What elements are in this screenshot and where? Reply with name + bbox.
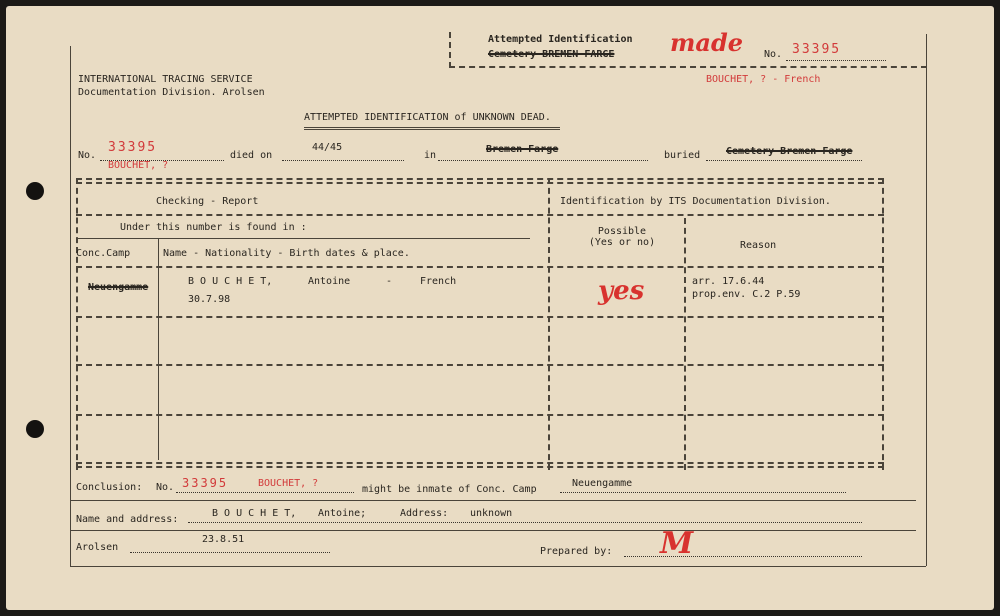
table-row-rule — [76, 364, 884, 366]
name-address-surname: B O U C H E T, — [212, 508, 297, 519]
row-surname: B O U C H E T, — [188, 276, 273, 287]
row-reason-1: arr. 17.6.44 — [692, 276, 765, 287]
name-address-dots — [188, 522, 862, 523]
corner-box-border — [449, 32, 451, 68]
left-border — [70, 46, 71, 566]
conclusion-camp-dots — [560, 492, 846, 493]
row-camp: Neuengamme — [88, 282, 149, 293]
punch-hole — [26, 182, 44, 200]
name-top-right: BOUCHET, ? - French — [706, 74, 821, 85]
identification-header: Identification by ITS Documentation Division. — [560, 196, 831, 207]
conclusion-label: Conclusion: — [76, 482, 143, 493]
table-header-rule — [76, 214, 884, 216]
index-card — [6, 6, 994, 610]
org-line2: Documentation Division. Arolsen — [78, 87, 265, 98]
found-in-rule — [76, 238, 530, 239]
table-right — [882, 178, 884, 470]
org-line1: INTERNATIONAL TRACING SERVICE — [78, 74, 253, 85]
bottom-rule — [70, 566, 926, 567]
found-in-header: Under this number is found in : — [120, 222, 307, 233]
prepared-label: Prepared by: — [540, 546, 613, 557]
record-no-label: No. — [78, 150, 97, 161]
row-possible-handwritten: yes — [598, 276, 645, 306]
buried-label: buried — [664, 150, 701, 161]
buried-value: Cemetery Bremen-Farge — [726, 146, 853, 157]
conclusion-name: BOUCHET, ? — [258, 478, 319, 489]
conclusion-camp: Neuengamme — [572, 478, 633, 489]
in-value: Bremen-Farge — [486, 144, 559, 155]
record-name: BOUCHET, ? — [108, 160, 169, 171]
table-divider — [548, 178, 550, 470]
name-address-label: Name and address: — [76, 514, 179, 525]
col-name: Name - Nationality - Birth dates & place. — [163, 248, 410, 259]
title-underline — [304, 127, 560, 130]
footer-date-dots — [130, 552, 330, 553]
address-value: unknown — [470, 508, 513, 519]
row-nationality: French — [420, 276, 457, 287]
corner-box-border — [449, 66, 927, 68]
signature: M — [660, 526, 694, 561]
footer-place: Arolsen — [76, 542, 119, 553]
died-value: 44/45 — [312, 142, 343, 153]
conclusion-no-label: No. — [156, 482, 175, 493]
conclusion-no-value: 33395 — [182, 476, 229, 490]
conclusion-rule — [70, 500, 916, 501]
conclusion-no-dots — [176, 492, 354, 493]
punch-hole — [26, 420, 44, 438]
died-dots — [282, 160, 404, 161]
prepared-dots — [624, 556, 862, 557]
table-divider-reason — [684, 218, 686, 470]
row-birth: 30.7.98 — [188, 294, 231, 305]
row-dash: - — [386, 276, 393, 287]
name-address-rule — [70, 530, 916, 531]
table-row-rule — [76, 414, 884, 416]
in-label: in — [424, 150, 437, 161]
camp-col-divider — [158, 238, 159, 460]
col-camp: Conc.Camp — [76, 248, 131, 259]
corner-box-line2: Cemetery BREMEN-FARGE — [488, 49, 615, 60]
died-label: died on — [230, 150, 273, 161]
name-address-firstname: Antoine; — [318, 508, 367, 519]
table-top — [76, 178, 884, 180]
table-left — [76, 178, 78, 470]
footer-date: 23.8.51 — [202, 534, 245, 545]
table-top — [76, 182, 884, 184]
address-label: Address: — [400, 508, 449, 519]
conclusion-text: might be inmate of Conc. Camp — [362, 484, 537, 495]
checking-header: Checking - Report — [156, 196, 259, 207]
corner-no-label: No. — [764, 49, 783, 60]
buried-dots — [706, 160, 862, 161]
table-bottom — [76, 466, 884, 468]
right-border — [926, 34, 927, 566]
table-row-rule — [76, 316, 884, 318]
col-possible: Possible (Yes or no) — [588, 226, 656, 248]
in-dots — [438, 160, 648, 161]
col-reason: Reason — [740, 240, 777, 251]
page-title: ATTEMPTED IDENTIFICATION of UNKNOWN DEAD. — [304, 112, 551, 123]
table-bottom — [76, 462, 884, 464]
corner-no-value: 33395 — [792, 42, 842, 57]
table-row-rule — [76, 266, 884, 268]
corner-no-dots — [786, 60, 886, 61]
row-firstname: Antoine — [308, 276, 351, 287]
record-no-value: 33395 — [108, 140, 158, 155]
handwritten-made: made — [670, 28, 743, 57]
row-reason-2: prop.env. C.2 P.59 — [692, 289, 801, 300]
corner-box-line1: Attempted Identification — [488, 34, 633, 45]
